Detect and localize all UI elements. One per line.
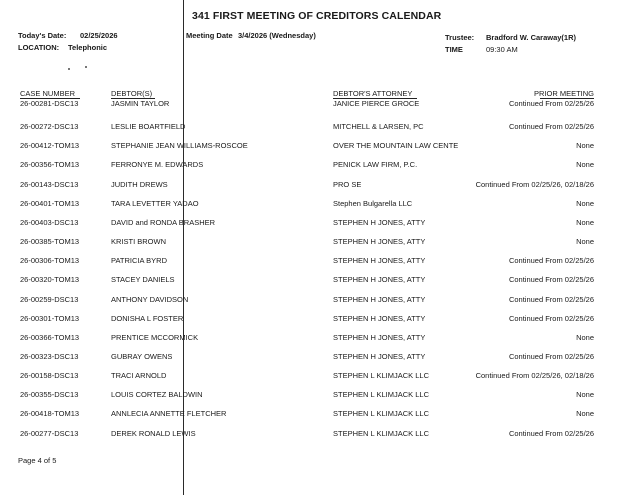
debtor-name: GUBRAY OWENS	[111, 352, 173, 361]
col-header-attorney: DEBTOR'S ATTORNEY	[333, 89, 413, 98]
table-row	[0, 99, 640, 118]
debtor-name: ANTHONY DAVIDSON	[111, 295, 189, 304]
debtor-name: FERRONYE M. EDWARDS	[111, 160, 204, 169]
prior-meeting: None	[576, 390, 594, 399]
table-row	[0, 409, 640, 428]
prior-meeting: Continued From 02/25/26	[508, 122, 594, 131]
case-number: 26-00277-DSC13	[20, 429, 79, 438]
attorney-name: STEPHEN L KLIMJACK LLC	[333, 429, 430, 438]
col-header-prior-meeting: PRIOR MEETING	[533, 89, 594, 98]
case-number: 26-00320-TOM13	[20, 275, 80, 284]
prior-meeting: Continued From 02/25/26, 02/18/26	[475, 371, 594, 380]
case-number: 26-00412-TOM13	[20, 141, 80, 150]
attorney-name: OVER THE MOUNTAIN LAW CENTE	[333, 141, 459, 150]
prior-meeting: Continued From 02/25/26	[508, 295, 594, 304]
debtor-name: LOUIS CORTEZ BALDWIN	[111, 390, 203, 399]
attorney-name: STEPHEN H JONES, ATTY	[333, 256, 426, 265]
case-number: 26-00401-TOM13	[20, 199, 80, 208]
debtor-name: PATRICIA BYRD	[111, 256, 167, 265]
debtor-name: JUDITH DREWS	[111, 180, 168, 189]
meeting-date-value: 3/4/2026 (Wednesday)	[238, 31, 316, 40]
table-row	[0, 275, 640, 294]
attorney-name: JANICE PIERCE GROCE	[333, 99, 420, 108]
attorney-name: MITCHELL & LARSEN, PC	[333, 122, 424, 131]
debtor-name: DEREK RONALD LEWIS	[111, 429, 196, 438]
debtor-name: DAVID and RONDA BRASHER	[111, 218, 216, 227]
prior-meeting: Continued From 02/25/26	[508, 429, 594, 438]
debtor-name: DONISHA L FOSTER	[111, 314, 184, 323]
table-row	[0, 352, 640, 371]
prior-meeting: None	[576, 333, 594, 342]
case-number: 26-00281-DSC13	[20, 99, 79, 108]
table-row	[0, 256, 640, 275]
table-row	[0, 218, 640, 237]
debtor-name: STACEY DANIELS	[111, 275, 175, 284]
time-value: 09:30 AM	[486, 45, 518, 54]
attorney-name: STEPHEN H JONES, ATTY	[333, 333, 426, 342]
case-number: 26-00385-TOM13	[20, 237, 80, 246]
prior-meeting: Continued From 02/25/26	[508, 275, 594, 284]
attorney-name: STEPHEN H JONES, ATTY	[333, 352, 426, 361]
location-label: LOCATION:	[18, 43, 60, 52]
table-row	[0, 371, 640, 390]
prior-meeting: None	[576, 160, 594, 169]
debtor-name: LESLIE BOARTFIELD	[111, 122, 186, 131]
todays-date-value: 02/25/2026	[80, 31, 118, 40]
prior-meeting: Continued From 02/25/26, 02/18/26	[475, 180, 594, 189]
case-number: 26-00323-DSC13	[20, 352, 79, 361]
table-row	[0, 429, 640, 448]
debtor-name: TRACI ARNOLD	[111, 371, 167, 380]
attorney-name: STEPHEN L KLIMJACK LLC	[333, 409, 430, 418]
table-row	[0, 314, 640, 333]
table-row	[0, 199, 640, 218]
table-row	[0, 141, 640, 160]
attorney-name: STEPHEN L KLIMJACK LLC	[333, 371, 430, 380]
col-header-debtors: DEBTOR(S)	[111, 89, 153, 98]
debtor-name: JASMIN TAYLOR	[111, 99, 170, 108]
case-number: 26-00356-TOM13	[20, 160, 80, 169]
case-number: 26-00259-DSC13	[20, 295, 79, 304]
table-row	[0, 333, 640, 352]
table-row	[0, 160, 640, 179]
todays-date-label: Today's Date:	[18, 31, 67, 40]
prior-meeting: Continued From 02/25/26	[508, 352, 594, 361]
scan-speck	[68, 68, 70, 70]
location-value: Telephonic	[68, 43, 108, 52]
table-row	[0, 295, 640, 314]
attorney-name: STEPHEN L KLIMJACK LLC	[333, 390, 430, 399]
scan-speck	[85, 66, 87, 68]
case-number: 26-00158-DSC13	[20, 371, 79, 380]
time-label: TIME	[445, 45, 463, 54]
prior-meeting: Continued From 02/25/26	[508, 256, 594, 265]
page-number: Page 4 of 5	[18, 456, 57, 465]
case-number: 26-00366-TOM13	[20, 333, 80, 342]
attorney-name: STEPHEN H JONES, ATTY	[333, 275, 426, 284]
table-row	[0, 180, 640, 199]
page-title: 341 FIRST MEETING OF CREDITORS CALENDAR	[192, 10, 442, 22]
attorney-name: PENICK LAW FIRM, P.C.	[333, 160, 418, 169]
case-number: 26-00355-DSC13	[20, 390, 79, 399]
debtor-name: TARA LEVETTER YADAO	[111, 199, 199, 208]
debtor-name: PRENTICE MCCORMICK	[111, 333, 199, 342]
attorney-name: STEPHEN H JONES, ATTY	[333, 295, 426, 304]
prior-meeting: None	[576, 141, 594, 150]
case-number: 26-00272-DSC13	[20, 122, 79, 131]
case-number: 26-00418-TOM13	[20, 409, 80, 418]
table-row	[0, 390, 640, 409]
debtor-name: STEPHANIE JEAN WILLIAMS-ROSCOE	[111, 141, 248, 150]
table-row	[0, 122, 640, 141]
attorney-name: Stephen Bulgarella LLC	[333, 199, 413, 208]
attorney-name: STEPHEN H JONES, ATTY	[333, 218, 426, 227]
trustee-label: Trustee:	[445, 33, 475, 42]
col-header-case-number: CASE NUMBER	[20, 89, 76, 98]
debtor-name: ANNLECIA ANNETTE FLETCHER	[111, 409, 227, 418]
prior-meeting: None	[576, 237, 594, 246]
case-number: 26-00306-TOM13	[20, 256, 80, 265]
debtor-name: KRISTI BROWN	[111, 237, 167, 246]
table-row	[0, 237, 640, 256]
trustee-value: Bradford W. Caraway(1R)	[486, 33, 577, 42]
prior-meeting: Continued From 02/25/26	[508, 99, 594, 108]
meeting-date-label: Meeting Date	[186, 31, 233, 40]
case-number: 26-00403-DSC13	[20, 218, 79, 227]
attorney-name: PRO SE	[333, 180, 362, 189]
prior-meeting: None	[576, 218, 594, 227]
case-number: 26-00301-TOM13	[20, 314, 80, 323]
attorney-name: STEPHEN H JONES, ATTY	[333, 237, 426, 246]
prior-meeting: None	[576, 409, 594, 418]
attorney-name: STEPHEN H JONES, ATTY	[333, 314, 426, 323]
prior-meeting: Continued From 02/25/26	[508, 314, 594, 323]
case-number: 26-00143-DSC13	[20, 180, 79, 189]
prior-meeting: None	[576, 199, 594, 208]
